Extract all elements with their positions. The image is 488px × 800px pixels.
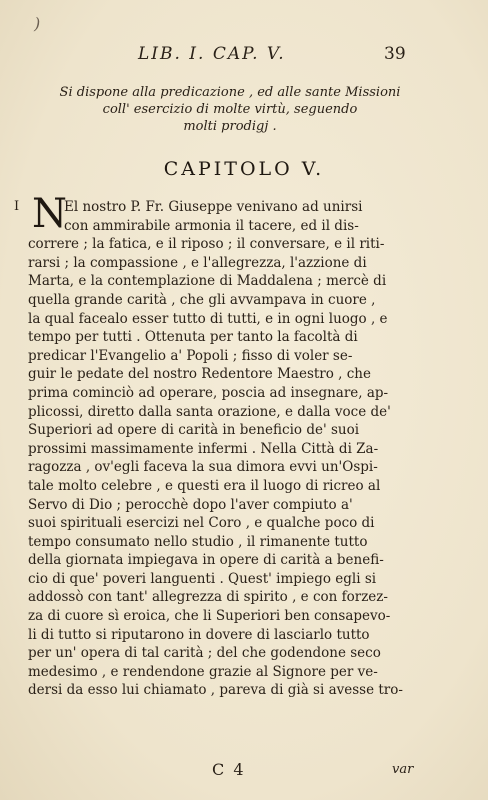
text-line: tempo per tutti . Ottenuta per tanto la facoltà di (28, 329, 358, 346)
text-line: rarsi ; la compassione , e l'allegrezza, l'azzione di (28, 254, 367, 271)
summary-line: Si dispone alla predicazione , ed alle sante Missioni (59, 85, 401, 100)
text-line: prima cominciò ad operare, poscia ad insegnare, ap- (28, 384, 389, 401)
text-line: predicar l'Evangelio a' Popoli ; fisso di voler se- (28, 347, 353, 364)
summary-line: coll' esercizio di molte virtù, seguendo (102, 102, 358, 117)
catchword: var (392, 762, 414, 777)
text-line: guir le pedate del nostro Redentore Maestro , che (28, 366, 371, 383)
signature-mark: C 4 (212, 760, 246, 779)
text-line: Marta, e la contemplazione di Maddalena ; mercè di (28, 273, 387, 290)
text-line: Superiori ad opere di carità in beneficio de' suoi (28, 422, 360, 439)
drop-cap: N (32, 191, 67, 237)
chapter-title: CAPITOLO V. (163, 158, 325, 180)
text-line: quella grande carità , che gli avvampava in cuore , (28, 291, 376, 308)
paragraph-number: I (14, 199, 20, 214)
summary-line: molti prodigj . (183, 119, 277, 134)
corner-mark: ) (34, 14, 41, 33)
text-line: per un' opera di tal carità ; del che godendone seco (28, 645, 381, 662)
text-line: con ammirabile armonia il tacere, ed il dis- (64, 217, 359, 234)
page-footer (0, 760, 488, 784)
text-line: correre ; la fatica, e il riposo ; il conversare, e il riti- (28, 236, 385, 253)
text-line: addossò con tant' allegrezza di spirito , e con forzez- (28, 589, 388, 606)
running-title: LIB. I. CAP. V. (138, 44, 286, 64)
text-line: cio di que' poveri languenti . Quest' impiego egli si (28, 570, 377, 587)
page-number: 39 (384, 44, 406, 64)
running-head (0, 44, 488, 68)
text-line: suoi spirituali esercizi nel Coro , e qualche poco di (28, 515, 375, 532)
text-line: tale molto celebre , e questi era il luogo di ricreo al (28, 477, 381, 494)
text-line: della giornata impiegava in opere di carità a benefi- (28, 552, 384, 569)
text-line: tempo consumato nello studio , il rimanente tutto (28, 533, 368, 550)
chapter-summary (20, 84, 440, 135)
text-line: medesimo , e rendendone grazie al Signore per ve- (28, 663, 378, 680)
text-line: la qual facealo esser tutto di tutti, e in ogni luogo , e (28, 310, 388, 327)
text-line: plicossi, diretto dalla santa orazione, e dalla voce de' (28, 403, 391, 420)
text-line: Servo di Dio ; perocchè dopo l'aver compiuto a' (28, 496, 353, 513)
body-text (14, 191, 450, 700)
text-line: dersi da esso lui chiamato , pareva di già si avesse tro- (28, 682, 403, 699)
text-line: li di tutto si riputarono in dovere di lasciarlo tutto (28, 626, 370, 643)
text-line: El nostro P. Fr. Giuseppe venivano ad unirsi (64, 199, 363, 215)
text-line: ragozza , ov'egli faceva la sua dimora evvi un'Ospi- (28, 459, 378, 476)
text-line: prossimi massimamente infermi . Nella Città di Za- (28, 440, 379, 457)
text-line: za di cuore sì eroica, che li Superiori ben consapevo- (28, 608, 391, 625)
